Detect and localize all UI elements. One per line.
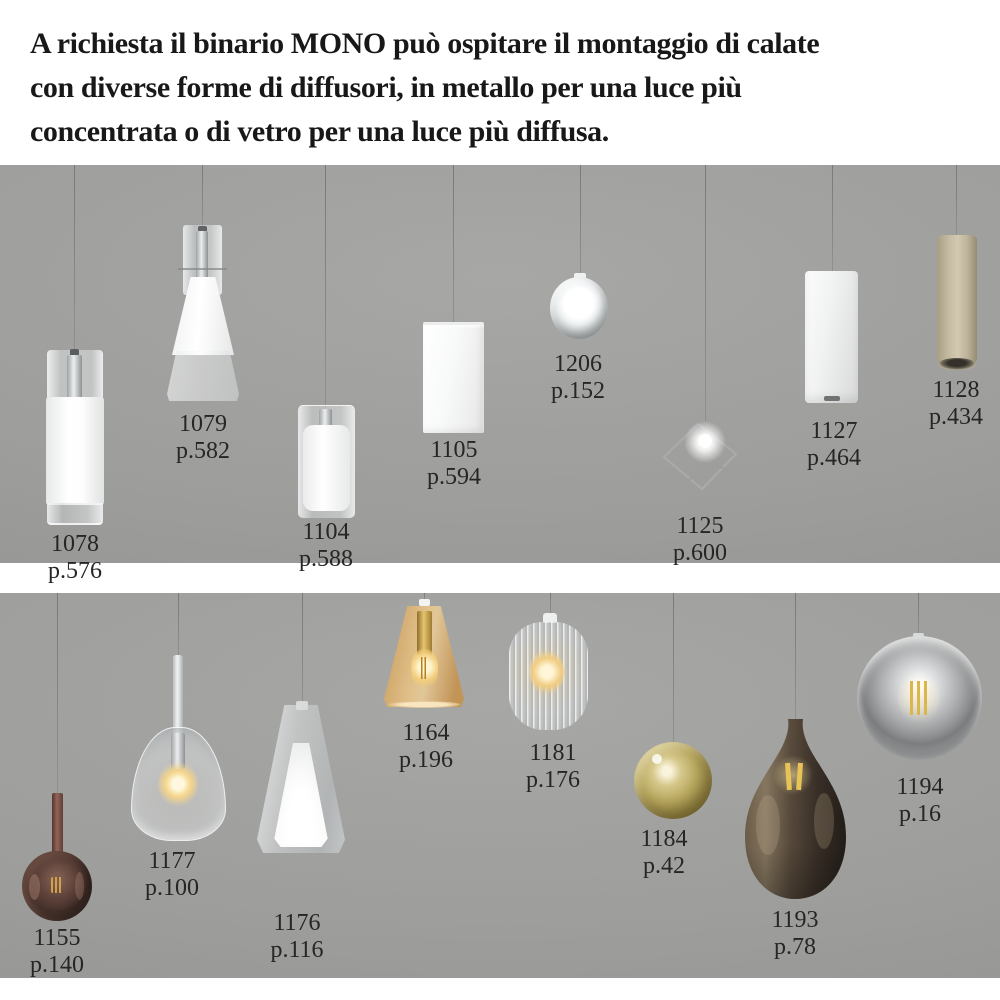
lamp-opening xyxy=(824,396,840,401)
bulb-glow xyxy=(158,761,198,807)
wire-cube-shade xyxy=(660,415,746,513)
filament xyxy=(910,681,928,715)
product-label xyxy=(652,513,748,567)
product-page: p.434 xyxy=(929,404,983,430)
intro-line-1: A richiesta il binario MONO può ospitare il montaggio di calate xyxy=(30,27,820,60)
product-label xyxy=(378,720,474,774)
product-page: p.600 xyxy=(673,540,727,566)
product-code: 1128 xyxy=(932,377,980,403)
product-code: 1079 xyxy=(179,411,227,437)
product-page: p.576 xyxy=(48,558,102,584)
product-code: 1194 xyxy=(896,774,944,800)
suspension-wire xyxy=(74,165,75,353)
product-page: p.42 xyxy=(643,853,685,879)
filament-glow xyxy=(51,877,63,893)
glass-shade-bottom xyxy=(47,503,103,525)
product-page: p.582 xyxy=(176,438,230,464)
lamp-opening xyxy=(938,358,976,370)
product-page: p.140 xyxy=(30,952,84,978)
product-code: 1176 xyxy=(273,910,321,936)
product-label xyxy=(9,925,105,979)
product-label xyxy=(530,351,626,405)
product-label xyxy=(747,907,843,961)
white-column-shade xyxy=(805,271,858,403)
product-code: 1105 xyxy=(430,437,478,463)
product-page: p.196 xyxy=(399,747,453,773)
product-code: 1177 xyxy=(148,848,196,874)
lamp-cap xyxy=(419,599,430,606)
product-page: p.176 xyxy=(526,767,580,793)
product-label xyxy=(872,774,968,828)
panel-metal-diffusers xyxy=(0,165,1000,584)
intro-text xyxy=(30,22,819,154)
glass-globe-glowing xyxy=(550,277,608,339)
suspension-wire xyxy=(705,165,706,421)
panel-glass-diffusers xyxy=(0,593,1000,978)
product-label xyxy=(249,910,345,964)
product-page: p.588 xyxy=(299,546,353,572)
suspension-wire xyxy=(453,165,454,325)
reflection-highlight xyxy=(652,754,662,764)
product-page: p.464 xyxy=(807,445,861,471)
suspension-wire xyxy=(832,165,833,273)
product-label xyxy=(908,377,1000,431)
product-code: 1181 xyxy=(529,740,577,766)
reflection-highlight xyxy=(29,874,40,900)
bulb-glow xyxy=(530,648,564,696)
product-page: p.78 xyxy=(774,934,816,960)
product-label xyxy=(616,826,712,880)
product-label xyxy=(155,411,251,465)
gold-sphere-shade xyxy=(634,742,712,819)
suspension-wire xyxy=(57,593,58,795)
white-inner-shade xyxy=(303,425,350,511)
chrome-socket xyxy=(67,355,82,401)
product-code: 1164 xyxy=(402,720,450,746)
suspension-wire xyxy=(956,165,957,237)
product-label xyxy=(505,740,601,794)
product-label xyxy=(406,437,502,491)
intro-line-3: concentrata o di vetro per una luce più diffusa. xyxy=(30,115,609,148)
bronze-teardrop-shade xyxy=(742,717,849,901)
glass-stem xyxy=(173,655,183,733)
reflection-highlight xyxy=(75,872,84,900)
product-page: p.594 xyxy=(427,464,481,490)
suspension-wire xyxy=(302,593,303,706)
product-code: 1125 xyxy=(676,513,724,539)
product-code: 1193 xyxy=(771,907,819,933)
product-code: 1127 xyxy=(810,418,858,444)
suspension-wire xyxy=(580,165,581,280)
product-label xyxy=(27,531,123,585)
product-page: p.152 xyxy=(551,378,605,404)
product-code: 1078 xyxy=(51,531,99,557)
product-code: 1104 xyxy=(302,519,350,545)
white-cone-shade xyxy=(172,277,234,355)
support-arms xyxy=(178,268,227,270)
beige-tube-shade xyxy=(937,235,977,365)
product-code: 1155 xyxy=(33,925,81,951)
glass-cone-skirt xyxy=(167,351,239,401)
product-label xyxy=(278,519,374,573)
copper-stem xyxy=(52,793,63,855)
product-page: p.16 xyxy=(899,801,941,827)
filament-glow xyxy=(421,657,428,679)
suspension-wire xyxy=(673,593,674,744)
white-box-shade xyxy=(423,322,484,433)
product-page: p.116 xyxy=(270,937,324,963)
intro-line-2: con diverse forme di diffusori, in metallo per una luce più xyxy=(30,71,742,104)
product-label xyxy=(124,848,220,902)
suspension-wire xyxy=(178,593,179,657)
white-cylinder-shade xyxy=(46,397,104,505)
suspension-wire xyxy=(795,593,796,720)
suspension-wire xyxy=(325,165,326,410)
product-label xyxy=(786,418,882,472)
shade-rim xyxy=(388,701,460,708)
suspension-wire xyxy=(202,165,203,229)
product-page: p.100 xyxy=(145,875,199,901)
product-code: 1206 xyxy=(554,351,602,377)
product-code: 1184 xyxy=(640,826,688,852)
